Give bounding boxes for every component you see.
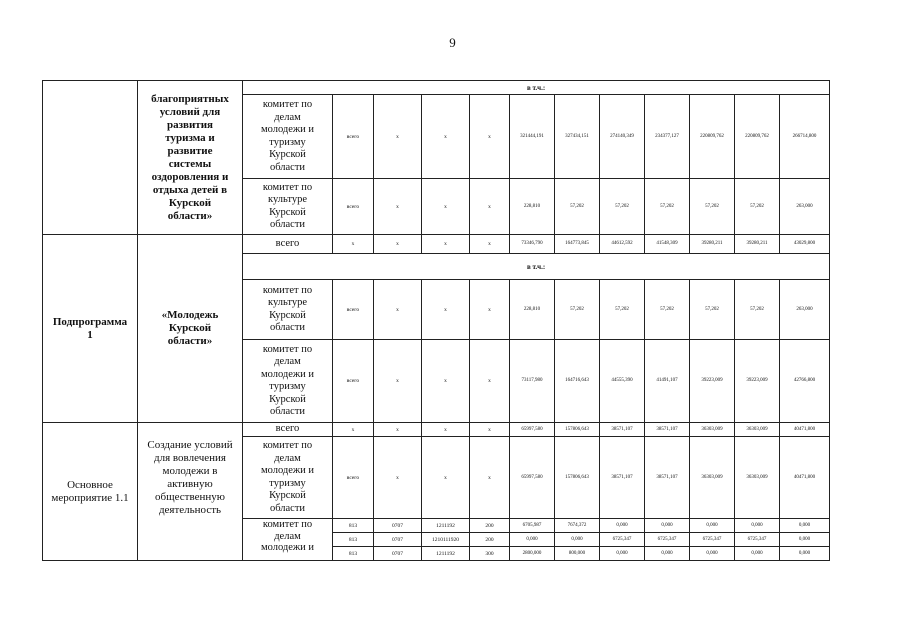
text-line: Курской: [269, 206, 306, 218]
value-cell: 65997,580: [510, 423, 555, 437]
executor-total-cell: всего: [243, 423, 333, 437]
value-cell: 0,000: [780, 547, 830, 561]
value-cell: 228,810: [510, 280, 555, 340]
value-cell: 73346,790: [510, 235, 555, 254]
grbs-cell: всего: [333, 340, 374, 423]
text-line: молодежи и: [260, 542, 315, 553]
event-name-cell: [138, 423, 243, 561]
text-line: культуре: [268, 297, 307, 308]
grbs-cell: всего: [333, 179, 374, 235]
value-cell: 6725,347: [735, 533, 780, 547]
text-line: мероприятие 1.1: [51, 491, 129, 504]
value-cell: 6725,347: [690, 533, 735, 547]
text-line: Основное: [67, 478, 113, 491]
rz-cell: 0707: [374, 519, 422, 533]
value-cell: 274140,349: [600, 95, 645, 179]
csr-cell: 1211192: [422, 547, 470, 561]
executor-cell: [243, 95, 333, 179]
executor-total-cell: всего: [243, 235, 333, 254]
vr-cell: х: [470, 280, 510, 340]
grbs-cell: х: [333, 423, 374, 437]
value-cell: 39223,009: [735, 340, 780, 423]
csr-cell: х: [422, 95, 470, 179]
text-line: комитет по: [262, 181, 313, 193]
rz-cell: 0707: [374, 547, 422, 561]
status-cell-empty: [43, 81, 138, 235]
value-cell: 263,000: [780, 280, 830, 340]
text-line: области: [269, 502, 306, 514]
event-status-cell: [43, 423, 138, 561]
value-cell: 800,000: [555, 547, 600, 561]
value-cell: 0,000: [690, 547, 735, 561]
text-line: области»: [167, 209, 213, 222]
text-line: области: [269, 406, 306, 417]
value-cell: 164773,845: [555, 235, 600, 254]
executor-cell: [243, 340, 333, 423]
value-cell: 6725,347: [645, 533, 690, 547]
grbs-cell: 813: [333, 547, 374, 561]
text-line: молодежи и: [260, 465, 315, 476]
text-line: Курской: [269, 393, 306, 405]
text-line: Курской: [168, 196, 212, 209]
text-line: системы: [168, 157, 212, 170]
text-line: комитет по: [262, 99, 313, 110]
text-line: развития: [166, 118, 213, 131]
rz-cell: х: [374, 179, 422, 235]
value-cell: 36303,009: [735, 437, 780, 519]
value-cell: 6705,987: [510, 519, 555, 533]
text-line: туризму: [269, 381, 306, 392]
rz-cell: х: [374, 95, 422, 179]
rz-cell: 0707: [374, 533, 422, 547]
csr-cell: х: [422, 340, 470, 423]
value-cell: 0,000: [780, 519, 830, 533]
value-cell: 157806,643: [555, 423, 600, 437]
text-line: для вовлечения: [154, 452, 226, 464]
text-line: активную: [167, 478, 213, 490]
value-cell: 0,000: [600, 547, 645, 561]
value-cell: 0,000: [600, 519, 645, 533]
rz-cell: х: [374, 280, 422, 340]
csr-cell: х: [422, 437, 470, 519]
grbs-cell: всего: [333, 437, 374, 519]
value-cell: 228,810: [510, 179, 555, 235]
value-cell: 39223,009: [690, 340, 735, 423]
executor-cell: [243, 437, 333, 519]
vr-cell: х: [470, 340, 510, 423]
csr-cell: х: [422, 235, 470, 254]
text-line: комитет по: [262, 343, 313, 355]
text-line: деятельность: [158, 504, 222, 516]
page-number: 9: [449, 35, 456, 50]
value-cell: 36303,009: [735, 423, 780, 437]
csr-cell: 1210111920: [422, 533, 470, 547]
text-line: «Молодежь: [161, 309, 219, 321]
value-cell: 321444,191: [510, 95, 555, 179]
text-line: делам: [274, 452, 301, 464]
text-line: делам: [274, 356, 301, 367]
value-cell: 157806,643: [555, 437, 600, 519]
text-line: области: [269, 219, 306, 230]
executor-cell: [243, 280, 333, 340]
vt-label: в т.ч.:: [243, 254, 830, 280]
value-cell: 57,202: [690, 280, 735, 340]
table-row: [43, 423, 830, 437]
value-cell: 57,202: [735, 179, 780, 235]
table-row: [43, 81, 830, 95]
text-line: области: [269, 161, 306, 173]
value-cell: 38571,107: [600, 437, 645, 519]
value-cell: 36303,009: [690, 423, 735, 437]
text-line: благоприятных: [151, 92, 229, 105]
value-cell: 0,000: [735, 519, 780, 533]
vr-cell: х: [470, 95, 510, 179]
program-name-cell: [138, 81, 243, 235]
value-cell: 44612,592: [600, 235, 645, 254]
text-line: туризма и: [165, 131, 215, 144]
text-line: общественную: [155, 491, 225, 503]
vt-label: в т.ч.:: [243, 81, 830, 95]
value-cell: 65997,580: [510, 437, 555, 519]
text-line: области: [269, 322, 306, 333]
value-cell: 36303,009: [690, 437, 735, 519]
vr-cell: 200: [470, 519, 510, 533]
vr-cell: х: [470, 423, 510, 437]
text-line: молодежи в: [162, 465, 218, 477]
value-cell: 41548,309: [645, 235, 690, 254]
value-cell: 43029,800: [780, 235, 830, 254]
text-line: развитие: [167, 144, 213, 157]
text-line: делам: [274, 111, 301, 123]
text-line: туризму: [269, 136, 306, 148]
value-cell: 0,000: [690, 519, 735, 533]
value-cell: 0,000: [780, 533, 830, 547]
value-cell: 42766,800: [780, 340, 830, 423]
vr-cell: 200: [470, 533, 510, 547]
text-line: туризму: [269, 477, 306, 489]
vr-cell: х: [470, 235, 510, 254]
value-cell: 0,000: [645, 547, 690, 561]
text-line: области»: [167, 335, 213, 347]
grbs-cell: всего: [333, 280, 374, 340]
value-cell: 2800,000: [510, 547, 555, 561]
text-line: молодежи и: [260, 368, 315, 380]
value-cell: 327434,151: [555, 95, 600, 179]
value-cell: 266714,800: [780, 95, 830, 179]
text-line: 1: [87, 328, 93, 341]
vr-cell: 300: [470, 547, 510, 561]
vr-cell: х: [470, 437, 510, 519]
csr-cell: х: [422, 280, 470, 340]
text-line: комитет по: [262, 519, 313, 530]
rz-cell: х: [374, 437, 422, 519]
value-cell: 57,202: [555, 280, 600, 340]
value-cell: 0,000: [510, 533, 555, 547]
value-cell: 0,000: [735, 547, 780, 561]
value-cell: 38571,107: [600, 423, 645, 437]
value-cell: 38571,107: [645, 423, 690, 437]
value-cell: 41491,107: [645, 340, 690, 423]
text-line: отдыха детей в: [152, 183, 228, 196]
value-cell: 57,202: [600, 280, 645, 340]
value-cell: 39280,211: [690, 235, 735, 254]
value-cell: 57,202: [600, 179, 645, 235]
value-cell: 40471,800: [780, 437, 830, 519]
text-line: комитет по: [262, 284, 313, 296]
value-cell: 234377,127: [645, 95, 690, 179]
value-cell: 164716,643: [555, 340, 600, 423]
csr-cell: х: [422, 179, 470, 235]
text-line: условий для: [159, 105, 221, 118]
text-line: Курской: [269, 490, 306, 501]
subprogram-status-cell: [43, 235, 138, 423]
executor-cell-truncated: [243, 519, 333, 561]
text-line: культуре: [268, 194, 307, 205]
subprogram-name-cell: [138, 235, 243, 423]
value-cell: 57,202: [645, 179, 690, 235]
value-cell: 263,000: [780, 179, 830, 235]
value-cell: 6725,347: [600, 533, 645, 547]
text-line: Курской: [168, 322, 212, 334]
rz-cell: х: [374, 423, 422, 437]
value-cell: 57,202: [690, 179, 735, 235]
value-cell: 0,000: [555, 533, 600, 547]
budget-table: [42, 80, 830, 561]
vr-cell: х: [470, 179, 510, 235]
value-cell: 57,202: [555, 179, 600, 235]
text-line: делам: [274, 530, 301, 542]
value-cell: 57,202: [645, 280, 690, 340]
rz-cell: х: [374, 340, 422, 423]
value-cell: 0,000: [645, 519, 690, 533]
text-line: Курской: [269, 309, 306, 321]
csr-cell: х: [422, 423, 470, 437]
grbs-cell: всего: [333, 95, 374, 179]
value-cell: 57,202: [735, 280, 780, 340]
csr-cell: 1211192: [422, 519, 470, 533]
value-cell: 220809,762: [735, 95, 780, 179]
grbs-cell: 813: [333, 533, 374, 547]
value-cell: 40471,800: [780, 423, 830, 437]
value-cell: 44555,390: [600, 340, 645, 423]
table-row: [43, 235, 830, 254]
text-line: Подпрограмма: [52, 315, 128, 328]
value-cell: 7674,372: [555, 519, 600, 533]
value-cell: 39280,211: [735, 235, 780, 254]
grbs-cell: х: [333, 235, 374, 254]
value-cell: 220809,762: [690, 95, 735, 179]
grbs-cell: 813: [333, 519, 374, 533]
text-line: Создание условий: [147, 439, 233, 451]
text-line: Курской: [269, 149, 306, 160]
value-cell: 38571,107: [645, 437, 690, 519]
executor-cell: [243, 179, 333, 235]
text-line: молодежи и: [260, 124, 315, 135]
text-line: оздоровления и: [151, 170, 229, 183]
value-cell: 73117,980: [510, 340, 555, 423]
text-line: комитет по: [262, 440, 313, 451]
rz-cell: х: [374, 235, 422, 254]
